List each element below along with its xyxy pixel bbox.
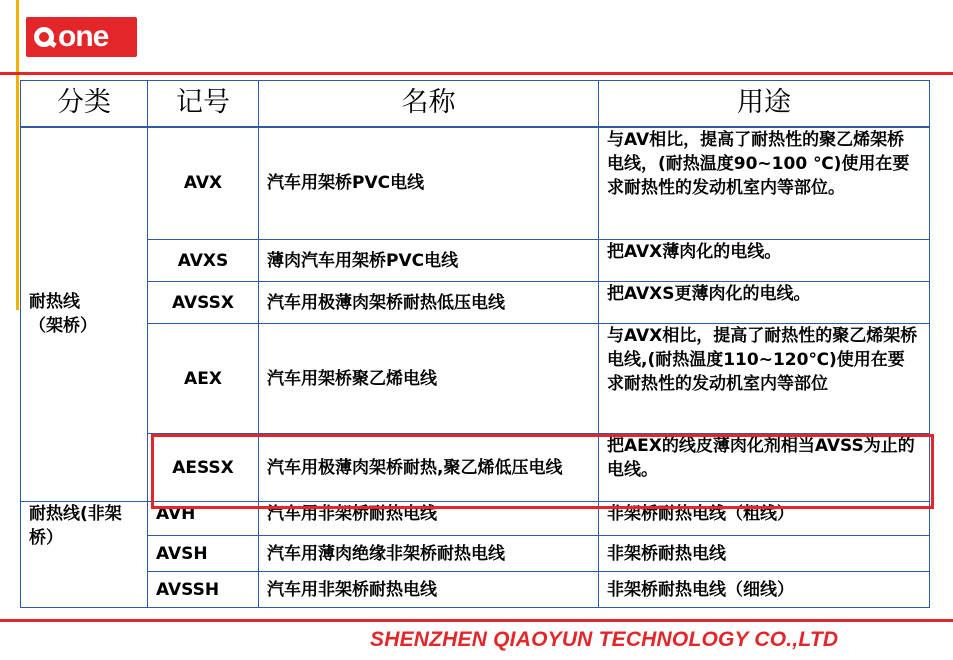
use-cell: 把AVX薄肉化的电线。	[599, 240, 930, 282]
name-cell: 汽车用架桥PVC电线	[259, 127, 599, 240]
table-row	[21, 282, 930, 324]
use-cell: 把AEX的线皮薄肉化剂相当AVSS为止的电线。	[599, 434, 930, 502]
header-code: 记号	[148, 81, 259, 127]
table-row	[21, 502, 930, 536]
name-cell: 薄肉汽车用架桥PVC电线	[259, 240, 599, 282]
use-cell: 非架桥耐热电线（粗线）	[599, 502, 930, 536]
name-cell: 汽车用架桥聚乙烯电线	[259, 324, 599, 434]
brand-logo	[26, 17, 137, 57]
logo-text: one	[58, 20, 109, 53]
category-cell: 耐热线(非架桥）	[21, 502, 148, 608]
code-cell: AVXS	[148, 240, 259, 282]
use-cell: 非架桥耐热电线（细线）	[599, 572, 930, 608]
wire-spec-table	[20, 80, 930, 608]
name-cell: 汽车用薄肉绝缘非架桥耐热电线	[259, 536, 599, 572]
header-category: 分类	[21, 81, 148, 127]
name-cell: 汽车用非架桥耐热电线	[259, 572, 599, 608]
table-row	[21, 127, 930, 240]
code-cell: AVX	[148, 127, 259, 240]
logo-q-icon	[34, 27, 54, 47]
side-accent-bar	[16, 0, 19, 310]
table-row	[21, 434, 930, 502]
footer-divider	[0, 619, 953, 622]
table-row	[21, 536, 930, 572]
table-row	[21, 240, 930, 282]
use-cell: 非架桥耐热电线	[599, 536, 930, 572]
header-name: 名称	[259, 81, 599, 127]
code-cell: AVSSH	[148, 572, 259, 608]
code-cell: AVSSX	[148, 282, 259, 324]
use-cell: 与AV相比，提高了耐热性的聚乙烯架桥电线，(耐热温度90~100 ℃)使用在要求耐热性的发动机室内等部位。	[599, 127, 930, 240]
category-cell: 耐热线 （架桥）	[21, 127, 148, 502]
company-name: SHENZHEN QIAOYUN TECHNOLOGY CO.,LTD	[370, 628, 839, 651]
header-divider	[0, 72, 953, 75]
code-cell: AVSH	[148, 536, 259, 572]
table-row	[21, 324, 930, 434]
name-cell: 汽车用极薄肉架桥耐热,聚乙烯低压电线	[259, 434, 599, 502]
use-cell: 与AVX相比，提高了耐热性的聚乙烯架桥电线,(耐热温度110~120℃)使用在要求耐热性的发动机室内等部位	[599, 324, 930, 434]
code-cell: AVH	[148, 502, 259, 536]
name-cell: 汽车用极薄肉架桥耐热低压电线	[259, 282, 599, 324]
code-cell: AESSX	[148, 434, 259, 502]
name-cell: 汽车用非架桥耐热电线	[259, 502, 599, 536]
table-row	[21, 572, 930, 608]
use-cell: 把AVXS更薄肉化的电线。	[599, 282, 930, 324]
code-cell: AEX	[148, 324, 259, 434]
header-use: 用途	[599, 81, 930, 127]
table-header-row	[21, 81, 930, 127]
